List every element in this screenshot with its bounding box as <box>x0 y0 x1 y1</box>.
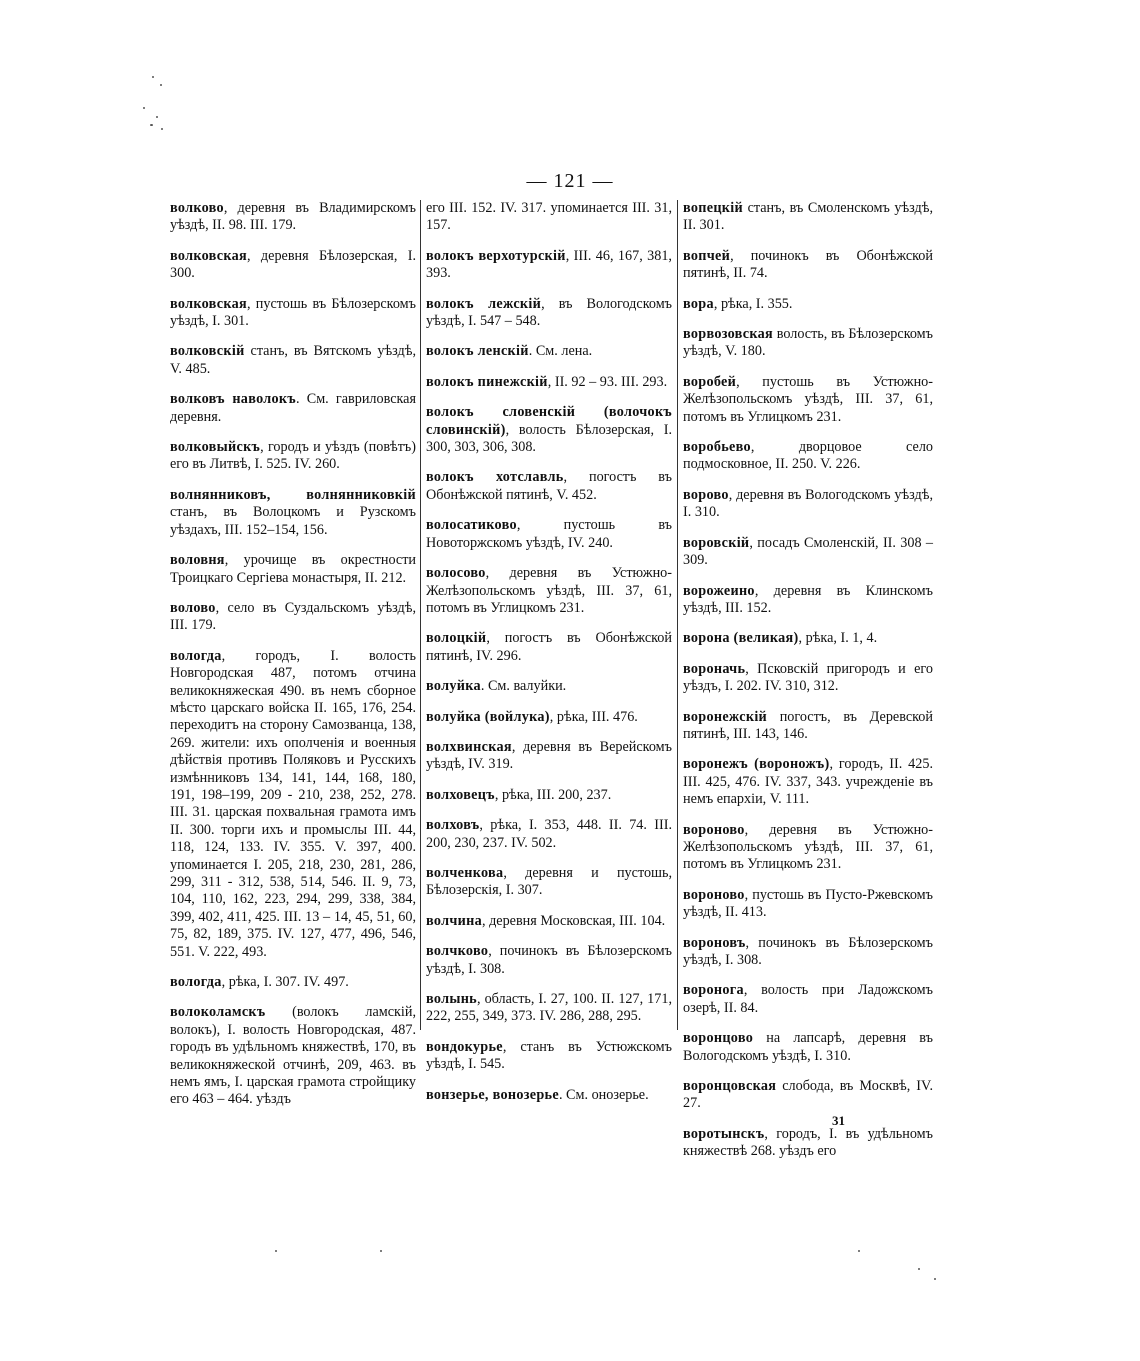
index-entry <box>683 935 933 970</box>
index-entry <box>426 787 672 804</box>
entry-text: , деревня въ Вологодскомъ уѣздѣ, I. 310. <box>683 486 933 521</box>
entry-headword: вороновъ <box>683 934 746 951</box>
entry-text: , деревня и пустошь, Бѣлозерскія, I. 307. <box>426 864 672 899</box>
index-entry <box>170 391 416 426</box>
entry-headword: волнянниковъ, волнянниковкій <box>170 486 416 503</box>
index-entry <box>426 630 672 665</box>
entry-text: , рѣка, I. 307. IV. 497. <box>221 974 349 991</box>
entry-text: , рѣка, III. 200, 237. <box>494 786 612 803</box>
index-entry <box>426 943 672 978</box>
entry-text: станъ, въ Вятскомъ уѣздѣ, V. 485. <box>170 343 416 377</box>
entry-text: на лапсарѣ, деревня въ Вологодскомъ уѣздѣ, I. 310. <box>683 1030 933 1064</box>
index-entry <box>426 469 672 504</box>
entry-headword: ворона (великая) <box>683 630 799 647</box>
entry-text: , починокъ въ Обонѣжской пятинѣ, II. 74. <box>683 247 933 282</box>
index-entry <box>170 200 416 235</box>
entry-headword: волковская <box>170 247 248 264</box>
entry-headword: волховъ <box>426 817 480 834</box>
entry-headword: вороново <box>683 886 745 903</box>
scan-speck <box>380 1250 382 1252</box>
entry-headword: волковъ наволокъ <box>170 391 296 408</box>
entry-headword: волчина <box>426 912 482 929</box>
entry-text: , пустошь въ Бѣлозерскомъ уѣздѣ, I. 301. <box>170 295 416 330</box>
entry-text: , въ Вологодскомъ уѣздѣ, I. 547 – 548. <box>426 295 673 330</box>
index-entry <box>683 1030 933 1065</box>
entry-text: . См. гавриловская деревня. <box>170 391 417 425</box>
index-entry <box>170 974 416 991</box>
scan-speck <box>934 1278 936 1280</box>
entry-headword: воронцово <box>683 1030 754 1047</box>
entry-headword: волоколамскъ <box>170 1004 266 1021</box>
entry-headword: волосатиково <box>426 517 517 534</box>
scan-speck <box>275 1250 277 1252</box>
scan-speck <box>858 1250 860 1252</box>
entry-headword: волынь <box>426 991 477 1007</box>
entry-headword: воровскій <box>683 534 750 551</box>
entry-headword: воротынскъ <box>683 1125 765 1142</box>
signature-mark: 31 <box>832 1113 845 1128</box>
entry-text: , починокъ въ Бѣлозерскомъ уѣздѣ, I. 308. <box>683 934 933 968</box>
entry-headword: воловня <box>170 552 225 569</box>
index-entry <box>426 865 672 900</box>
index-entry <box>170 439 416 474</box>
entry-text: , Псковскій пригородъ и его уѣздъ, I. 202. IV. 310, 312. <box>683 660 933 695</box>
entry-headword: вондокурье <box>426 1038 503 1055</box>
index-entry <box>426 200 672 235</box>
index-entry <box>683 1078 933 1113</box>
entry-headword: ворожеино <box>683 582 755 599</box>
index-entry <box>683 374 933 426</box>
entry-headword: волковскій <box>170 343 245 360</box>
entry-text: , область, I. 27, 100. II. 127, 171, 222, 255, 349, 373. IV. 286, 288, 295. <box>426 991 672 1025</box>
index-entry <box>170 1004 416 1108</box>
entry-text: . См. валуйки. <box>480 678 567 695</box>
index-entry <box>170 552 416 587</box>
entry-text: , пустошь въ Пусто-Ржевскомъ уѣздѣ, II. 413. <box>683 886 933 921</box>
entry-text: , волость Бѣлозерская, I. 300, 303, 306, 308. <box>426 421 672 456</box>
index-entry <box>683 822 933 874</box>
index-entry <box>683 326 933 361</box>
entry-headword: ворвозовская <box>683 326 774 343</box>
index-entry <box>683 661 933 696</box>
entry-text: , III. 46, 167, 381, 393. <box>426 247 672 282</box>
entry-text: , дворцовое село подмосковное, II. 250. V. 226. <box>683 439 933 473</box>
entry-text: (волокъ ламскій, волокъ), I. волость Новгородская, 487. городъ въ удѣльномъ княжествѣ, 170, въ великокняжеской отчинѣ, 209, 463. въ немъ ямъ, I. царская грамота стройщику его 463 – 464. уѣздъ <box>170 1004 416 1108</box>
index-column-3 <box>683 200 933 1161</box>
entry-text: , деревня Бѣлозерская, I. 300. <box>170 247 416 282</box>
entry-headword: воробей <box>683 373 737 390</box>
scan-speck <box>143 107 145 109</box>
entry-headword: волокъ словенскій (волочокъ словинскій) <box>426 404 672 438</box>
entry-headword: волховецъ <box>426 786 495 803</box>
entry-text: , рѣка, I. 353, 448. II. 74. III. 200, 230, 237. IV. 502. <box>426 817 672 851</box>
entry-text: , погостъ въ Обонѣжской пятинѣ, V. 452. <box>426 469 672 503</box>
entry-headword: волосово <box>426 565 486 582</box>
entry-text: . См. онозерье. <box>558 1086 649 1103</box>
entry-headword: воробьево <box>683 439 751 456</box>
entry-text: погостъ, въ Деревской пятинѣ, III. 143, 146. <box>683 708 933 742</box>
entry-headword: волоцкій <box>426 630 487 647</box>
entry-text: , волость при Ладожскомъ озерѣ, II. 84. <box>683 982 933 1016</box>
index-entry <box>683 630 933 647</box>
entry-headword: воронога <box>683 982 744 999</box>
entry-text: , городъ, I. въ удѣльномъ княжествѣ 268. уѣздъ его <box>683 1125 933 1160</box>
entry-headword: воронежскій <box>683 708 768 725</box>
index-column-2 <box>426 200 672 1161</box>
index-entry <box>683 583 933 618</box>
entry-text: , деревня въ Клинскомъ уѣздѣ, III. 152. <box>683 582 933 616</box>
index-entry <box>683 1126 933 1161</box>
entry-headword: волхвинская <box>426 738 512 755</box>
index-entry <box>426 248 672 283</box>
column-divider <box>677 200 678 1030</box>
scan-speck <box>160 84 162 86</box>
entry-headword: волокъ верхотурскій <box>426 247 566 264</box>
entry-headword: вопецкій <box>683 200 743 216</box>
scan-speck <box>156 116 158 118</box>
entry-text: , станъ въ Устюжскомъ уѣздѣ, I. 545. <box>426 1038 672 1073</box>
index-entry <box>170 296 416 331</box>
entry-headword: волокъ лежскій <box>426 295 542 312</box>
entry-text: , деревня Московская, III. 104. <box>481 912 666 929</box>
entry-text: , пустошь въ Новоторжскомъ уѣздѣ, IV. 240. <box>426 517 672 551</box>
index-entry <box>426 817 672 852</box>
entry-text: станъ, въ Волоцкомъ и Рузскомъ уѣздахъ, III. 152–154, 156. <box>170 504 416 538</box>
index-column-1 <box>170 200 416 1161</box>
index-entry <box>683 296 933 313</box>
entry-text: , урочище въ окрестности Троицкаго Сергіева монастыря, II. 212. <box>170 552 416 586</box>
index-entry <box>426 739 672 774</box>
entry-headword: волуйка <box>426 678 481 695</box>
index-entry <box>426 565 672 617</box>
entry-headword: воронежъ (вороножъ) <box>683 756 830 773</box>
index-entry <box>426 296 672 331</box>
entry-headword: волокъ ленскій <box>426 343 529 360</box>
entry-headword: вологда <box>170 647 222 664</box>
scan-speck <box>918 1268 920 1270</box>
entry-headword: волово <box>170 599 216 616</box>
entry-headword: волокъ пинежскій <box>426 373 548 390</box>
index-entry <box>683 200 933 235</box>
entry-headword: волково <box>170 200 224 216</box>
entry-headword: вора <box>683 295 714 312</box>
index-entry <box>426 678 672 695</box>
entry-text: волость, въ Бѣлозерскомъ уѣздѣ, V. 180. <box>683 326 933 360</box>
scan-speck <box>152 76 154 78</box>
index-entry <box>683 756 933 808</box>
entry-text: , деревня въ Устюжно-Желѣзопольскомъ уѣздѣ, III. 37, 61, потомъ въ Углицкомъ 231. <box>426 565 672 616</box>
index-entry <box>426 343 672 360</box>
entry-text: слобода, въ Москвѣ, IV. 27. <box>683 1078 933 1112</box>
index-entry <box>683 887 933 922</box>
column-divider <box>420 200 421 1030</box>
entry-text: , деревня въ Устюжно-Желѣзопольскомъ уѣздѣ, III. 37, 61, потомъ въ Углицкомъ 231. <box>683 821 933 873</box>
entry-headword: волчково <box>426 943 489 960</box>
entry-text: его III. 152. IV. 317. упоминается III. 31, 157. <box>426 200 672 234</box>
entry-text: . См. лена. <box>528 343 593 360</box>
entry-headword: волуйка (войлука) <box>426 708 550 725</box>
entry-text: , посадъ Смоленскій, II. 308 – 309. <box>683 534 933 569</box>
entry-headword: волокъ хотславль <box>426 469 564 486</box>
entry-headword: вонзерье, вонозерье <box>426 1086 559 1103</box>
entry-headword: вороначь <box>683 660 746 677</box>
index-entry <box>426 991 672 1026</box>
entry-headword: воронцовская <box>683 1078 777 1095</box>
entry-headword: ворово <box>683 486 729 503</box>
entry-text: , деревня въ Владимирскомъ уѣздѣ, II. 98. III. 179. <box>170 200 416 234</box>
entry-headword: волковская <box>170 295 248 312</box>
scan-speck <box>161 128 163 130</box>
index-entry <box>170 600 416 635</box>
entry-headword: вологда <box>170 974 222 991</box>
entry-text: , II. 92 – 93. III. 293. <box>547 373 668 390</box>
index-entry <box>170 648 416 961</box>
index-entry <box>426 913 672 930</box>
entry-text: , починокъ въ Бѣлозерскомъ уѣздѣ, I. 308. <box>426 943 672 977</box>
index-entry <box>170 343 416 378</box>
entry-text: , село въ Суздальскомъ уѣздѣ, III. 179. <box>170 599 416 634</box>
index-entry <box>426 1087 672 1104</box>
index-entry <box>683 982 933 1017</box>
entry-text: , рѣка, I. 1, 4. <box>798 630 878 647</box>
entry-text: , городъ, I. волость Новгородская 487, потомъ отчина великокняжеская 490. въ немъ сборное мѣсто царскаго войска II. 165, 176, 254. переходитъ на сторону Самозванца, 138, 269. жители: ихъ ополченія и военныя дѣйствія противъ Поляковъ и Русскихъ измѣнниковъ 134, 141, 144, 168, 180, 191, 198–199, 209 - 210, 238, 252, 278. III. 31. царская похвальная грамота имъ II. 300. торги ихъ и промыслы III. 44, 118, 124, 133. IV. 355. V. 397, 400. упоминается I. 205, 218, 230, 281, 286, 299, 311 - 312, 538, 514, 546. II. 9, 73, 104, 110, 162, 223, 294, 299, 338, 384, 399, 402, 411, 425. III. 13 – 14, 45, 51, 60, 75, 82, 189, 375. IV. 127, 477, 496, 546, 551. V. 222, 493. <box>170 647 416 960</box>
entry-text: , городъ и уѣздъ (повѣтъ) его въ Литвѣ, I. 525. IV. 260. <box>170 439 416 473</box>
entry-text: , погостъ въ Обонѣжской пятинѣ, IV. 296. <box>426 630 672 664</box>
index-entry <box>426 709 672 726</box>
entry-headword: волковыйскъ <box>170 439 261 456</box>
scan-speck <box>150 124 153 126</box>
index-entry <box>170 487 416 539</box>
entry-text: , рѣка, III. 476. <box>549 708 638 725</box>
index-entry <box>426 374 672 391</box>
index-entry <box>170 248 416 283</box>
entry-text: , деревня въ Верейскомъ уѣздѣ, IV. 319. <box>426 738 672 773</box>
index-entry <box>683 487 933 522</box>
index-entry <box>426 1039 672 1074</box>
entry-text: , рѣка, I. 355. <box>713 295 793 312</box>
page-number: — 121 — <box>526 170 614 192</box>
entry-headword: вороново <box>683 821 745 838</box>
index-entry <box>683 439 933 474</box>
entry-text: , городъ, II. 425. III. 425, 476. IV. 337, 343. учрежденіе въ немъ епархіи, V. 111. <box>683 756 933 808</box>
entry-headword: волченкова <box>426 864 504 881</box>
entry-text: , пустошь въ Устюжно-Желѣзопольскомъ уѣздѣ, III. 37, 61, потомъ въ Углицкомъ 231. <box>683 373 933 425</box>
index-entry <box>683 709 933 744</box>
index-entry <box>683 535 933 570</box>
index-entry <box>426 517 672 552</box>
entry-headword: вопчей <box>683 247 731 264</box>
index-entry <box>426 404 672 456</box>
index-entry <box>683 248 933 283</box>
entry-text: станъ, въ Смоленскомъ уѣздѣ, II. 301. <box>683 200 933 234</box>
